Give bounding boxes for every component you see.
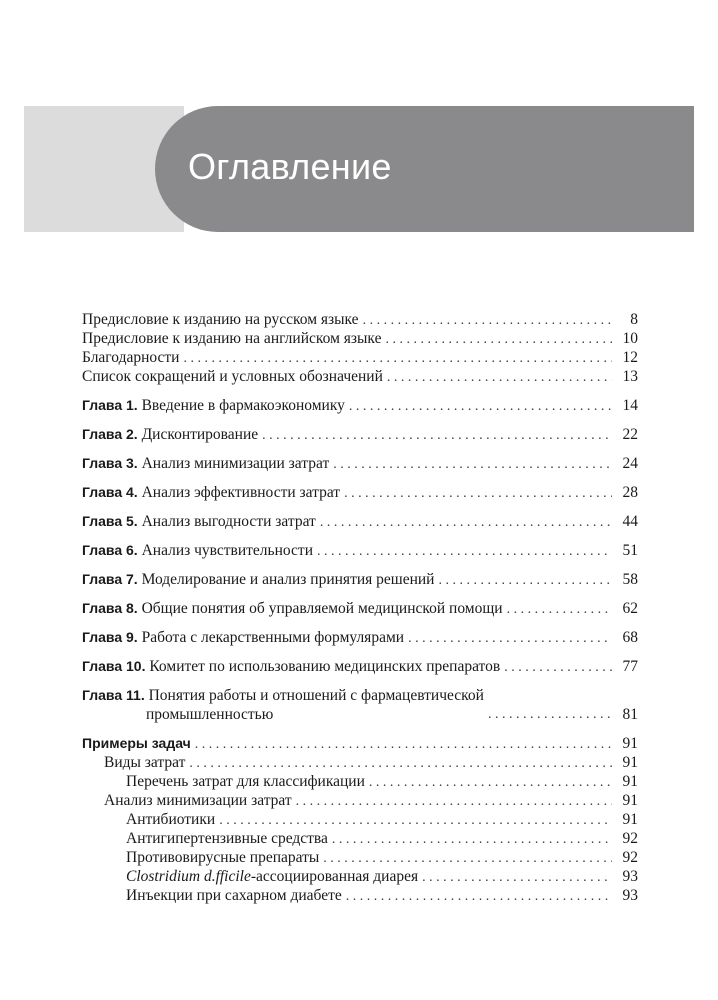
toc-entry-chapter-9[interactable]	[82, 628, 638, 647]
toc-subentry-diabetes-injections[interactable]	[82, 886, 638, 905]
examples-heading: Примеры задач	[82, 734, 195, 753]
chapter-title: Введение в фармакоэкономику	[141, 397, 345, 414]
toc-entry-label: -ассоциированная диарея	[250, 868, 419, 885]
toc-entry-label: Анализ минимизации затрат	[104, 791, 296, 810]
chapter-title: Анализ эффективности затрат	[141, 484, 341, 501]
toc-entry-label: Противовирусные препараты	[126, 848, 323, 867]
toc-entry-label: Перечень затрат для классификации	[126, 772, 369, 791]
toc-entry-label: Предисловие к изданию на английском языке	[82, 329, 385, 348]
dot-leader	[363, 311, 612, 330]
toc-page-number: 93	[612, 886, 638, 905]
toc-entry-chapter-8[interactable]	[82, 599, 638, 618]
chapter-title: Анализ чувствительности	[141, 542, 313, 559]
dot-leader	[219, 811, 612, 830]
chapter-title: Общие понятия об управляемой медицинской помощи	[141, 600, 503, 617]
dot-leader	[344, 484, 612, 503]
toc-entry-label: Инъекции при сахарном диабете	[126, 886, 346, 905]
chapter-prefix: Глава 10.	[82, 658, 146, 674]
dot-leader	[369, 773, 612, 792]
chapter-title: Работа с лекарственными формулярами	[141, 629, 405, 646]
chapter-prefix: Глава 7.	[82, 571, 138, 587]
dot-leader	[332, 830, 612, 849]
chapter-prefix: Глава 11.	[82, 687, 145, 703]
dot-leader	[195, 735, 612, 754]
dot-leader	[317, 542, 612, 561]
dot-leader	[349, 397, 612, 416]
dot-leader	[385, 330, 612, 349]
toc-page-number: 51	[612, 541, 638, 560]
toc-page-number: 28	[612, 483, 638, 502]
toc-subentry-cost-minimization[interactable]	[82, 791, 638, 810]
dot-leader	[189, 754, 612, 773]
toc-entry-abbreviations[interactable]	[82, 367, 638, 386]
dot-leader	[422, 868, 612, 887]
toc-entry-label: Виды затрат	[104, 753, 189, 772]
toc-page-number: 44	[612, 512, 638, 531]
table-of-contents	[82, 310, 638, 905]
toc-page-number: 91	[612, 753, 638, 772]
toc-entry-examples[interactable]	[82, 734, 638, 753]
toc-entry-chapter-7[interactable]	[82, 570, 638, 589]
chapter-prefix: Глава 3.	[82, 455, 138, 471]
toc-page-number: 13	[612, 367, 638, 386]
toc-entry-chapter-4[interactable]	[82, 483, 638, 502]
chapter-prefix: Глава 5.	[82, 513, 138, 529]
chapter-title-line-1: Понятия работы и отношений с фармацевтической	[148, 687, 484, 704]
dot-leader	[296, 792, 612, 811]
toc-page-number: 62	[612, 599, 638, 618]
toc-entry-label: Антигипертензивные средства	[126, 829, 332, 848]
toc-entry-chapter-2[interactable]	[82, 425, 638, 444]
dot-leader	[504, 658, 612, 677]
toc-subentry-antivirals[interactable]	[82, 848, 638, 867]
toc-page-number: 58	[612, 570, 638, 589]
dot-leader	[346, 887, 612, 906]
toc-page-number: 93	[612, 867, 638, 886]
toc-entry-label: Благодарности	[82, 348, 183, 367]
chapter-prefix: Глава 6.	[82, 542, 138, 558]
toc-page-number: 12	[612, 348, 638, 367]
chapter-title: Моделирование и анализ принятия решений	[141, 571, 435, 588]
toc-entry-preface-en[interactable]	[82, 329, 638, 348]
toc-page-number: 92	[612, 829, 638, 848]
dot-leader	[333, 455, 612, 474]
dot-leader	[387, 368, 612, 387]
dot-leader	[408, 629, 612, 648]
chapter-prefix: Глава 4.	[82, 484, 138, 500]
chapter-title: Анализ минимизации затрат	[141, 455, 330, 472]
toc-entry-preface-ru[interactable]	[82, 310, 638, 329]
toc-subentry-antihypertensives[interactable]	[82, 829, 638, 848]
chapter-prefix: Глава 1.	[82, 397, 138, 413]
page-title: Оглавление	[188, 146, 392, 187]
toc-subentry-cost-list[interactable]	[82, 772, 638, 791]
toc-entry-chapter-1[interactable]	[82, 396, 638, 415]
toc-page-number: 24	[612, 454, 638, 473]
dot-leader	[262, 426, 612, 445]
chapter-prefix: Глава 8.	[82, 600, 138, 616]
toc-page-number: 77	[612, 657, 638, 676]
toc-page-number: 68	[612, 628, 638, 647]
toc-page-number: 92	[612, 848, 638, 867]
toc-page-number: 91	[612, 810, 638, 829]
toc-page-number: 10	[612, 329, 638, 348]
toc-page-number: 14	[612, 396, 638, 415]
dot-leader	[323, 849, 612, 868]
toc-subentry-cost-types[interactable]	[82, 753, 638, 772]
toc-subentry-clostridium[interactable]	[82, 867, 638, 886]
chapter-title: Дисконтирование	[141, 426, 259, 443]
dot-leader	[488, 705, 612, 724]
toc-entry-label: Антибиотики	[126, 810, 219, 829]
chapter-title: Анализ выгодности затрат	[141, 513, 316, 530]
toc-entry-label-italic: Clostridium d.fficile	[126, 868, 251, 885]
toc-subentry-antibiotics[interactable]	[82, 810, 638, 829]
chapter-title-line-2: промышленностью	[146, 706, 274, 723]
toc-page-number: 81	[612, 705, 638, 724]
toc-entry-acknowledgements[interactable]	[82, 348, 638, 367]
dot-leader	[438, 571, 612, 590]
toc-entry-label: Предисловие к изданию на русском языке	[82, 310, 363, 329]
chapter-prefix: Глава 2.	[82, 426, 138, 442]
toc-entry-chapter-10[interactable]	[82, 657, 638, 676]
toc-page-number: 8	[612, 310, 638, 329]
chapter-prefix: Глава 9.	[82, 629, 138, 645]
toc-entry-label: Список сокращений и условных обозначений	[82, 367, 387, 386]
dot-leader	[183, 349, 612, 368]
toc-page-number: 22	[612, 425, 638, 444]
toc-entry-chapter-5[interactable]	[82, 512, 638, 531]
toc-entry-chapter-11[interactable]	[82, 686, 638, 724]
toc-entry-chapter-3[interactable]	[82, 454, 638, 473]
dot-leader	[507, 600, 612, 619]
dot-leader	[320, 513, 612, 532]
chapter-title: Комитет по использованию медицинских препаратов	[149, 658, 501, 675]
toc-page-number: 91	[612, 734, 638, 753]
toc-page-number: 91	[612, 791, 638, 810]
toc-page-number: 91	[612, 772, 638, 791]
toc-entry-chapter-6[interactable]	[82, 541, 638, 560]
